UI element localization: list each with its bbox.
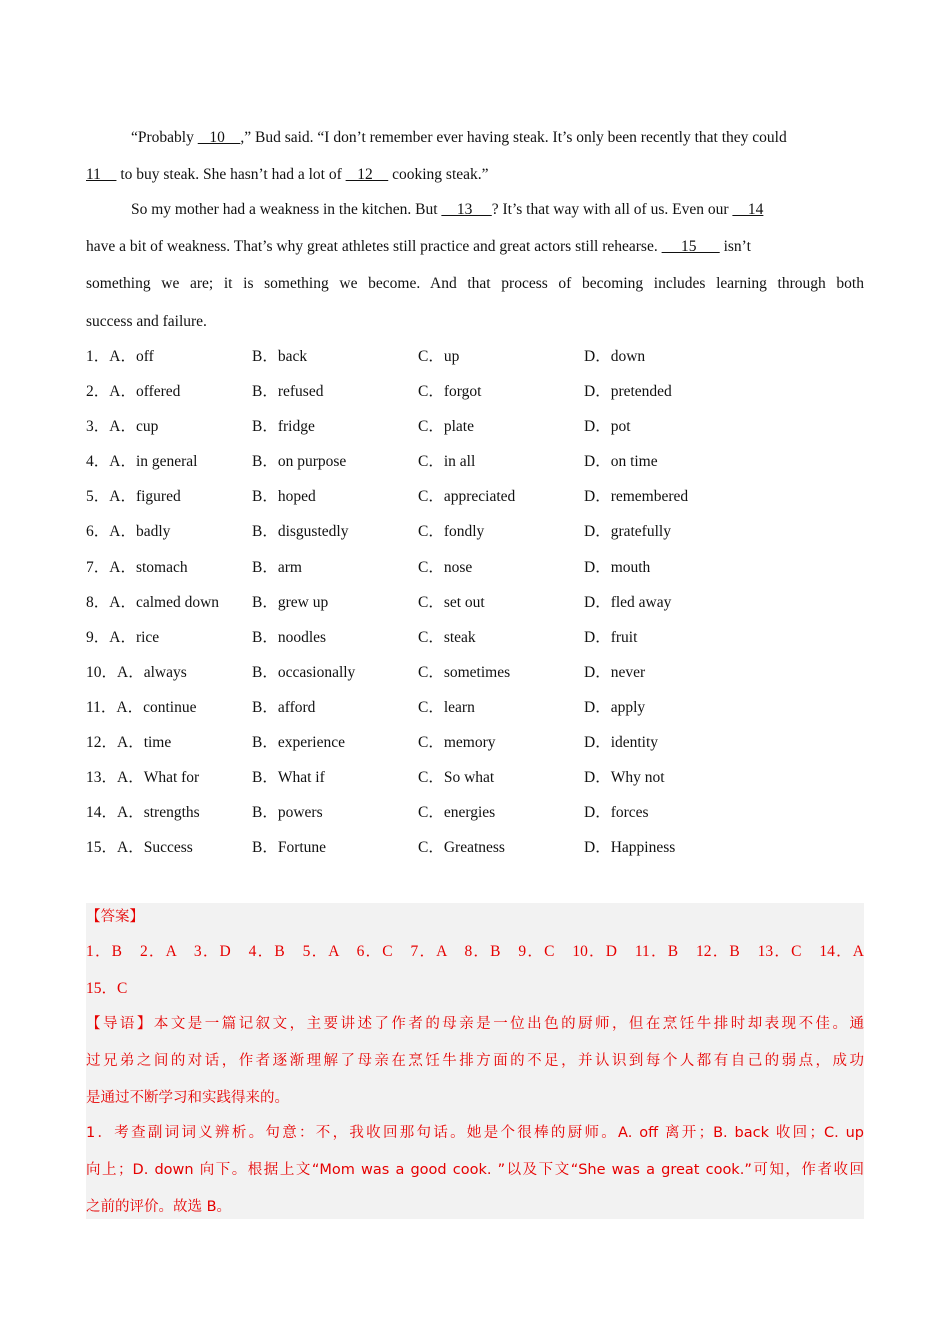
passage-text: to buy steak. She hasn’t had a lot of bbox=[116, 166, 346, 183]
question-row bbox=[86, 795, 864, 830]
option-a: 4．A．in general bbox=[86, 453, 198, 471]
option-c: C．in all bbox=[418, 453, 476, 471]
answer-keys-continued: 15．C bbox=[86, 980, 128, 997]
option-a: 1．A．off bbox=[86, 348, 154, 365]
question-row bbox=[86, 374, 864, 409]
option-b: B．afford bbox=[252, 698, 316, 716]
option-c: C．Greatness bbox=[418, 839, 505, 857]
option-b: B．hoped bbox=[252, 488, 316, 506]
option-d: D．Why not bbox=[584, 769, 665, 787]
answer-section bbox=[86, 903, 864, 1219]
option-b: B．disgustedly bbox=[252, 523, 349, 541]
option-a: 8．A．calmed down bbox=[86, 593, 220, 611]
passage-text: success and failure. bbox=[86, 313, 207, 330]
option-d: D．mouth bbox=[584, 558, 651, 576]
question-row bbox=[86, 830, 864, 865]
option-d: D．never bbox=[584, 663, 646, 681]
question-row bbox=[86, 760, 864, 795]
option-a: 2．A．offered bbox=[86, 383, 181, 401]
question-row bbox=[86, 585, 864, 620]
blank-13: 13 bbox=[441, 201, 492, 218]
option-a: 3．A．cup bbox=[86, 418, 159, 436]
passage-text: ,” Bud said. “I don’t remember ever having steak. It’s only been recently that they could bbox=[240, 129, 787, 146]
option-b: B．refused bbox=[252, 383, 324, 401]
option-a: 12．A．time bbox=[86, 734, 172, 752]
explanation-text: 之前的评价。故选 B。 bbox=[86, 1199, 232, 1215]
option-a: 14．A．strengths bbox=[86, 804, 200, 822]
option-a: 6．A．badly bbox=[86, 523, 171, 541]
option-d: D．forces bbox=[584, 804, 649, 822]
option-d: D．fruit bbox=[584, 628, 638, 646]
intro-text: 【导语】本文是一篇记叙文，主要讲述了作者的母亲是一位出色的厨师，但在烹饪牛排时却表现不佳。通 bbox=[86, 1016, 864, 1032]
question-row bbox=[86, 444, 864, 479]
blank-11: 11 bbox=[86, 166, 117, 183]
passage-text: something we are; it is something we become. And that process of becoming includes learning through both bbox=[86, 275, 864, 292]
option-c: C．learn bbox=[418, 698, 475, 716]
option-c: C．fondly bbox=[418, 523, 485, 541]
passage-text: isn’t bbox=[719, 238, 751, 255]
explanation-text: 1．考查副词词义辨析。句意：不，我收回那句话。她是个很棒的厨师。A. off 离开；B. back 收回；C. up bbox=[86, 1125, 864, 1141]
passage-text: cooking steak.” bbox=[388, 166, 489, 183]
option-b: B．back bbox=[252, 348, 308, 365]
passage-text: ? It’s that way with all of us. Even our bbox=[491, 201, 733, 218]
option-a: 13．A．What for bbox=[86, 769, 200, 787]
option-b: B．on purpose bbox=[252, 453, 347, 471]
passage-paragraph-2-line-3 bbox=[86, 265, 864, 302]
passage-paragraph-1 bbox=[86, 119, 864, 193]
answer-keys: 1．B 2．A 3．D 4．B 5．A 6．C 7．A 8．B 9．C 10．D 11．B 12．B 13．C 14．A bbox=[86, 943, 864, 960]
answer-heading: 【答案】 bbox=[86, 909, 144, 925]
option-a: 10．A．always bbox=[86, 663, 187, 681]
options-list bbox=[86, 339, 864, 865]
passage-text: “Probably bbox=[131, 129, 198, 146]
option-a: 9．A．rice bbox=[86, 628, 160, 646]
question-row bbox=[86, 620, 864, 655]
option-a: 15．A．Success bbox=[86, 839, 193, 857]
option-c: C．up bbox=[418, 348, 460, 365]
question-row bbox=[86, 655, 864, 690]
blank-12: 12 bbox=[345, 166, 389, 183]
question-row bbox=[86, 409, 864, 444]
option-b: B．grew up bbox=[252, 593, 329, 611]
option-c: C．memory bbox=[418, 734, 496, 752]
option-d: D．gratefully bbox=[584, 523, 671, 541]
option-b: B．fridge bbox=[252, 418, 315, 436]
passage-text: So my mother had a weakness in the kitchen. But bbox=[131, 201, 442, 218]
option-b: B．arm bbox=[252, 558, 302, 576]
option-c: C．plate bbox=[418, 418, 474, 436]
option-c: C．sometimes bbox=[418, 663, 511, 681]
blank-14: 14 bbox=[732, 201, 764, 218]
option-d: D．down bbox=[584, 348, 646, 365]
intro-text: 过兄弟之间的对话，作者逐渐理解了母亲在烹饪牛排方面的不足，并认识到每个人都有自己的弱点，成功 bbox=[86, 1053, 864, 1069]
option-d: D．fled away bbox=[584, 593, 672, 611]
question-row bbox=[86, 550, 864, 585]
intro-text: 是通过不断学习和实践得来的。 bbox=[86, 1090, 289, 1106]
option-d: D．pretended bbox=[584, 383, 672, 401]
option-b: B．occasionally bbox=[252, 663, 356, 681]
passage-paragraph-2-line-4 bbox=[86, 303, 864, 340]
option-b: B．experience bbox=[252, 734, 345, 752]
blank-10: 10 bbox=[197, 129, 241, 146]
option-d: D．remembered bbox=[584, 488, 689, 506]
option-d: D．on time bbox=[584, 453, 658, 471]
option-c: C．appreciated bbox=[418, 488, 516, 506]
option-c: C．set out bbox=[418, 593, 485, 611]
option-b: B．Fortune bbox=[252, 839, 327, 857]
option-b: B．powers bbox=[252, 804, 323, 822]
option-c: C．nose bbox=[418, 558, 473, 576]
option-a: 5．A．figured bbox=[86, 488, 181, 506]
option-c: C．steak bbox=[418, 628, 476, 646]
passage-paragraph-2 bbox=[86, 191, 864, 228]
option-c: C．forgot bbox=[418, 383, 482, 401]
question-row bbox=[86, 514, 864, 549]
explanation-text: 向上；D. down 向下。根据上文“Mom was a good cook. ”以及下文“She was a great cook.”可知，作者收回 bbox=[86, 1162, 864, 1178]
option-b: B．noodles bbox=[252, 628, 327, 646]
option-c: C．energies bbox=[418, 804, 496, 822]
option-d: D．identity bbox=[584, 734, 659, 752]
option-b: B．What if bbox=[252, 769, 325, 787]
option-c: C．So what bbox=[418, 769, 495, 787]
option-a: 11．A．continue bbox=[86, 698, 197, 716]
passage-text: have a bit of weakness. That’s why great athletes still practice and great actors still rehearse. bbox=[86, 238, 662, 255]
question-row bbox=[86, 339, 864, 374]
option-d: D．pot bbox=[584, 418, 631, 436]
option-a: 7．A．stomach bbox=[86, 558, 188, 576]
blank-15: 15 bbox=[661, 238, 720, 255]
question-row bbox=[86, 725, 864, 760]
passage-paragraph-2-line-2 bbox=[86, 228, 864, 265]
option-d: D．Happiness bbox=[584, 839, 676, 857]
question-row bbox=[86, 479, 864, 514]
option-d: D．apply bbox=[584, 698, 646, 716]
question-row bbox=[86, 690, 864, 725]
